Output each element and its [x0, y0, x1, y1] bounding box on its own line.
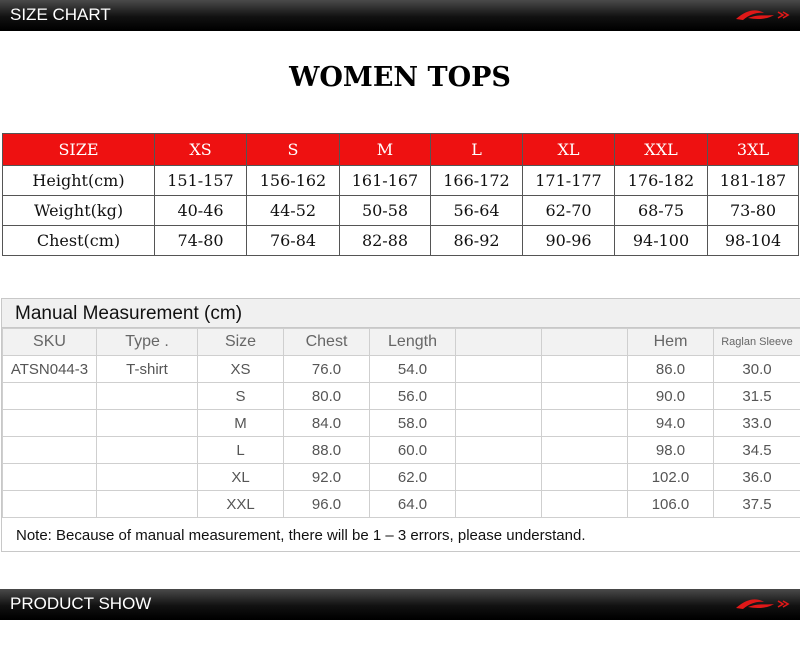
table-cell: L — [198, 437, 284, 464]
table-cell — [542, 383, 628, 410]
product-show-banner-title: PRODUCT SHOW — [10, 594, 152, 613]
table-cell: XS — [198, 356, 284, 383]
table-row — [3, 410, 800, 437]
table-cell: 86-92 — [431, 226, 523, 256]
table-cell — [3, 464, 97, 491]
table-cell: 33.0 — [714, 410, 800, 437]
header-cell-size: Size — [198, 329, 284, 356]
product-show-banner — [0, 589, 800, 620]
table-row — [3, 383, 800, 410]
table-cell: 94.0 — [628, 410, 714, 437]
table-row — [3, 491, 800, 518]
header-cell-raglan-sleeve: Raglan Sleeve — [714, 329, 800, 356]
brand-logo-icon — [734, 595, 792, 613]
size-table-row — [3, 166, 799, 196]
table-cell — [3, 383, 97, 410]
table-cell: 56.0 — [370, 383, 456, 410]
size-chart-banner — [0, 0, 800, 31]
table-cell: 62.0 — [370, 464, 456, 491]
table-cell: 94-100 — [615, 226, 708, 256]
table-cell — [3, 491, 97, 518]
table-cell — [542, 491, 628, 518]
table-cell: 44-52 — [247, 196, 340, 226]
table-cell — [97, 491, 198, 518]
table-cell — [542, 437, 628, 464]
table-cell: S — [198, 383, 284, 410]
table-cell: 76-84 — [247, 226, 340, 256]
table-cell — [456, 410, 542, 437]
table-cell: 30.0 — [714, 356, 800, 383]
table-cell — [3, 410, 97, 437]
size-table-header-row — [3, 134, 799, 166]
table-cell — [97, 410, 198, 437]
table-cell — [456, 356, 542, 383]
table-cell — [456, 491, 542, 518]
header-cell-empty — [456, 329, 542, 356]
manual-header-row — [3, 329, 800, 356]
measurement-note: Note: Because of manual measurement, there will be 1 – 3 errors, please understand. — [2, 522, 800, 549]
header-cell-chest: Chest — [284, 329, 370, 356]
table-cell: 90-96 — [523, 226, 615, 256]
table-cell: 98-104 — [708, 226, 799, 256]
table-cell — [97, 464, 198, 491]
table-cell: 34.5 — [714, 437, 800, 464]
table-cell — [97, 437, 198, 464]
table-cell: 36.0 — [714, 464, 800, 491]
table-cell: XL — [198, 464, 284, 491]
table-cell: 60.0 — [370, 437, 456, 464]
manual-measurement-panel — [1, 298, 800, 552]
manual-measurement-title: Manual Measurement (cm) — [2, 299, 800, 328]
table-cell: 156-162 — [247, 166, 340, 196]
table-cell: XXL — [198, 491, 284, 518]
brand-logo-icon — [734, 6, 792, 24]
table-cell: T-shirt — [97, 356, 198, 383]
size-chart-banner-title: SIZE CHART — [10, 5, 111, 24]
size-header-cell: SIZE — [3, 134, 155, 166]
size-table — [2, 133, 799, 256]
size-header-cell: L — [431, 134, 523, 166]
table-cell: 50-58 — [340, 196, 431, 226]
table-cell: 80.0 — [284, 383, 370, 410]
table-cell: 76.0 — [284, 356, 370, 383]
table-cell: 73-80 — [708, 196, 799, 226]
table-cell — [542, 356, 628, 383]
table-cell — [456, 383, 542, 410]
table-cell — [3, 437, 97, 464]
size-header-cell: 3XL — [708, 134, 799, 166]
header-cell-type: Type . — [97, 329, 198, 356]
size-header-cell: XL — [523, 134, 615, 166]
table-row — [3, 356, 800, 383]
table-cell: 31.5 — [714, 383, 800, 410]
size-table-row — [3, 226, 799, 256]
table-cell: 58.0 — [370, 410, 456, 437]
table-cell — [456, 464, 542, 491]
table-cell: 166-172 — [431, 166, 523, 196]
table-cell: 40-46 — [155, 196, 247, 226]
table-cell — [456, 437, 542, 464]
header-cell-length: Length — [370, 329, 456, 356]
header-cell-empty — [542, 329, 628, 356]
table-cell — [97, 383, 198, 410]
size-table-row — [3, 196, 799, 226]
page-title: WOMEN TOPS — [289, 62, 511, 93]
table-cell: 86.0 — [628, 356, 714, 383]
table-cell: 106.0 — [628, 491, 714, 518]
table-cell: 161-167 — [340, 166, 431, 196]
table-cell: 62-70 — [523, 196, 615, 226]
table-cell: 102.0 — [628, 464, 714, 491]
table-cell: 151-157 — [155, 166, 247, 196]
table-cell: 98.0 — [628, 437, 714, 464]
table-cell: 84.0 — [284, 410, 370, 437]
size-header-cell: S — [247, 134, 340, 166]
table-cell — [542, 410, 628, 437]
header-cell-hem: Hem — [628, 329, 714, 356]
table-cell: 56-64 — [431, 196, 523, 226]
table-cell: 96.0 — [284, 491, 370, 518]
table-cell: 68-75 — [615, 196, 708, 226]
table-cell: 37.5 — [714, 491, 800, 518]
table-cell: ATSN044-3 — [3, 356, 97, 383]
size-header-cell: M — [340, 134, 431, 166]
table-cell: 88.0 — [284, 437, 370, 464]
row-label: Chest(cm) — [3, 226, 155, 256]
row-label: Height(cm) — [3, 166, 155, 196]
table-cell: 74-80 — [155, 226, 247, 256]
table-cell: 171-177 — [523, 166, 615, 196]
table-cell: 82-88 — [340, 226, 431, 256]
table-cell: 54.0 — [370, 356, 456, 383]
size-header-cell: XS — [155, 134, 247, 166]
table-cell: M — [198, 410, 284, 437]
table-row — [3, 464, 800, 491]
table-cell: 176-182 — [615, 166, 708, 196]
table-row — [3, 437, 800, 464]
table-cell: 181-187 — [708, 166, 799, 196]
row-label: Weight(kg) — [3, 196, 155, 226]
table-cell: 64.0 — [370, 491, 456, 518]
table-cell: 90.0 — [628, 383, 714, 410]
table-cell: 92.0 — [284, 464, 370, 491]
header-cell-sku: SKU — [3, 329, 97, 356]
size-header-cell: XXL — [615, 134, 708, 166]
table-cell — [542, 464, 628, 491]
manual-measurement-table — [2, 328, 800, 518]
